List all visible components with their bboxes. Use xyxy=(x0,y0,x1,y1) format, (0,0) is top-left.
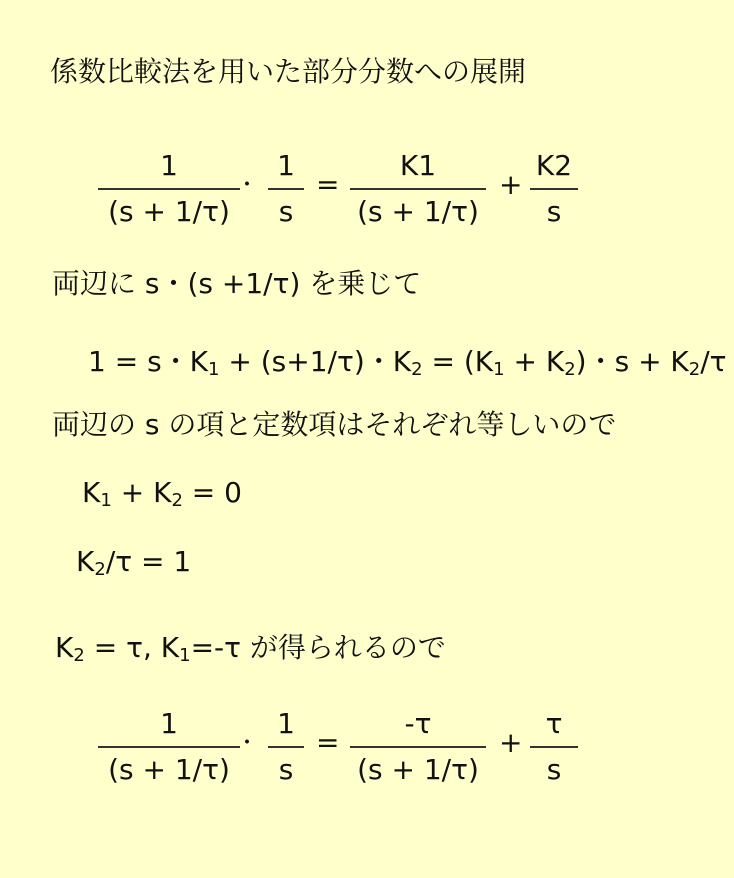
fraction-2 xyxy=(268,148,304,230)
subscript: 2 xyxy=(171,490,183,511)
subscript: 1 xyxy=(100,490,112,511)
fraction-numerator: 1 xyxy=(277,707,295,740)
fraction-4 xyxy=(530,148,578,230)
fraction-3 xyxy=(350,148,486,230)
equation-2 xyxy=(88,340,727,380)
fraction-denominator: (s + 1/τ) xyxy=(357,752,479,786)
subscript: 2 xyxy=(564,359,576,380)
subscript: 2 xyxy=(411,359,423,380)
fraction-3 xyxy=(350,706,486,788)
fraction-bar xyxy=(268,188,304,190)
eq-text: + K xyxy=(504,345,565,378)
eq-text: = τ, K xyxy=(84,631,180,664)
page-title: 係数比較法を用いた部分分数への展開 xyxy=(50,55,527,88)
fraction-bar xyxy=(350,746,486,748)
eq-text: = (K xyxy=(422,345,494,378)
equals-sign: = xyxy=(316,168,340,201)
plus-sign: + xyxy=(499,726,523,759)
eq-text: /τ xyxy=(700,345,727,378)
result-line xyxy=(55,626,446,666)
fraction-1 xyxy=(98,148,240,230)
fraction-numerator: K1 xyxy=(399,149,437,182)
eq-text: + (s+1/τ)・K xyxy=(219,345,412,378)
multiply-instruction: 両辺に s・(s +1/τ) を乗じて xyxy=(52,267,422,300)
compare-instruction: 両辺の s の項と定数項はそれぞれ等しいので xyxy=(52,408,617,441)
eq-text: K xyxy=(82,476,101,509)
fraction-denominator: (s + 1/τ) xyxy=(357,194,479,228)
eq-text: K xyxy=(55,631,74,664)
subscript: 1 xyxy=(208,359,220,380)
equation-3 xyxy=(82,476,242,511)
eq-text: K xyxy=(76,545,95,578)
eq-text: )・s + K xyxy=(575,345,689,378)
fraction-bar xyxy=(98,746,240,748)
eq-text: =-τ が得られるので xyxy=(190,631,446,664)
subscript: 1 xyxy=(179,645,191,666)
fraction-numerator: K2 xyxy=(535,149,573,182)
fraction-denominator: s xyxy=(546,194,562,228)
fraction-bar xyxy=(268,746,304,748)
subscript: 2 xyxy=(688,359,701,380)
subscript: 2 xyxy=(94,559,106,580)
fraction-denominator: s xyxy=(546,752,562,786)
subscript: 1 xyxy=(493,359,505,380)
plus-sign: + xyxy=(499,168,523,201)
fraction-numerator: τ xyxy=(545,707,563,740)
fraction-denominator: s xyxy=(278,194,294,228)
fraction-1 xyxy=(98,706,240,788)
multiply-dot: ・ xyxy=(236,731,259,756)
fraction-numerator: 1 xyxy=(277,149,295,182)
subscript: 2 xyxy=(73,645,85,666)
equation-4 xyxy=(76,545,191,580)
fraction-2 xyxy=(268,706,304,788)
fraction-denominator: (s + 1/τ) xyxy=(108,752,230,786)
equals-sign: = xyxy=(316,726,340,759)
eq-text: /τ = 1 xyxy=(105,545,192,578)
fraction-numerator: -τ xyxy=(404,707,432,740)
eq-text: 1 = s・K xyxy=(88,345,209,378)
fraction-numerator: 1 xyxy=(160,149,178,182)
fraction-bar xyxy=(350,188,486,190)
multiply-dot: ・ xyxy=(236,173,259,198)
fraction-bar xyxy=(530,188,578,190)
fraction-denominator: (s + 1/τ) xyxy=(108,194,230,228)
fraction-numerator: 1 xyxy=(160,707,178,740)
fraction-denominator: s xyxy=(278,752,294,786)
fraction-bar xyxy=(98,188,240,190)
fraction-bar xyxy=(530,746,578,748)
eq-text: = 0 xyxy=(182,476,242,509)
eq-text: + K xyxy=(111,476,172,509)
fraction-4 xyxy=(530,706,578,788)
